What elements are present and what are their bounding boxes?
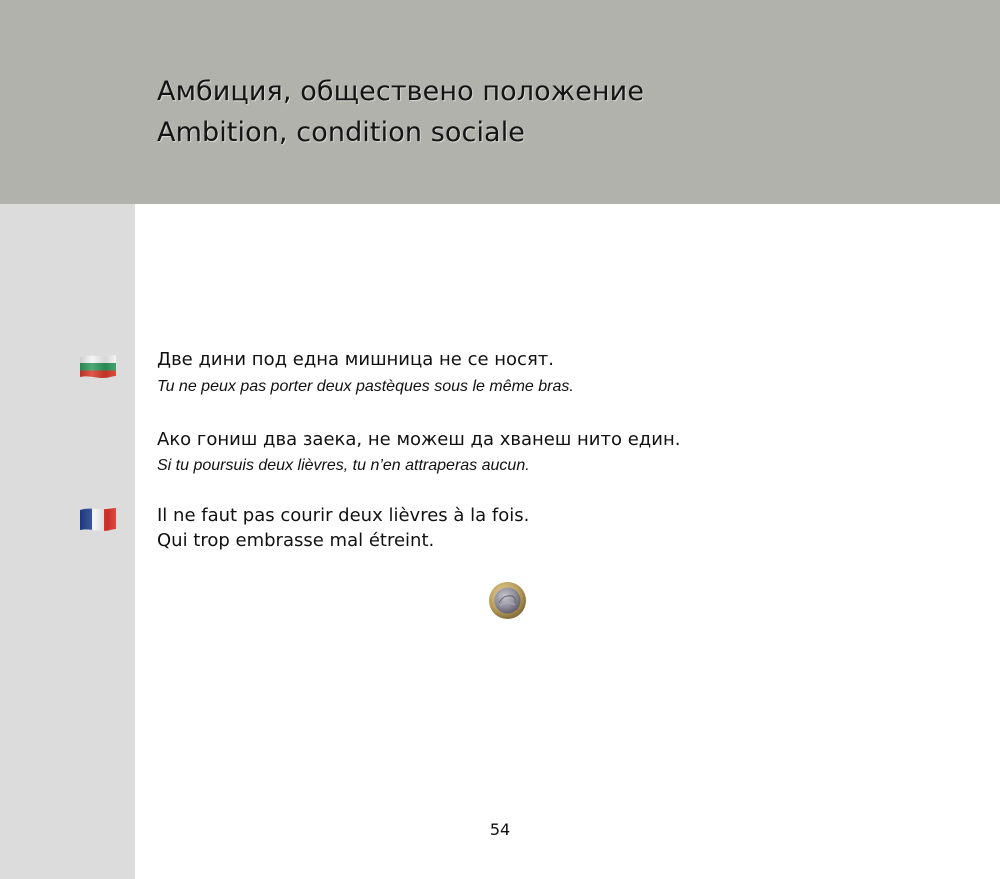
page-title-bulgarian: Амбиция, обществено положение xyxy=(157,76,645,107)
french-flag-icon xyxy=(79,507,117,532)
page-title-french: Ambition, condition sociale xyxy=(157,117,526,148)
left-margin-band xyxy=(0,204,135,879)
proverb-2-bulgarian: Ако гониш два заека, не можеш да хванеш нито един. xyxy=(157,429,681,450)
bulgarian-flag-icon xyxy=(79,354,117,379)
proverb-1-bulgarian: Две дини под една мишница не се носят. xyxy=(157,349,554,370)
coin-icon xyxy=(488,581,527,620)
page-number: 54 xyxy=(489,820,511,839)
french-equivalent-2: Qui trop embrasse mal étreint. xyxy=(157,530,435,551)
french-equivalent-1: Il ne faut pas courir deux lièvres à la fois. xyxy=(157,505,530,526)
header-band xyxy=(0,0,1000,204)
proverb-2-french-translation: Si tu poursuis deux lièvres, tu n’en attraperas aucun. xyxy=(157,457,530,474)
proverb-1-french-translation: Tu ne peux pas porter deux pastèques sous le même bras. xyxy=(157,378,574,395)
